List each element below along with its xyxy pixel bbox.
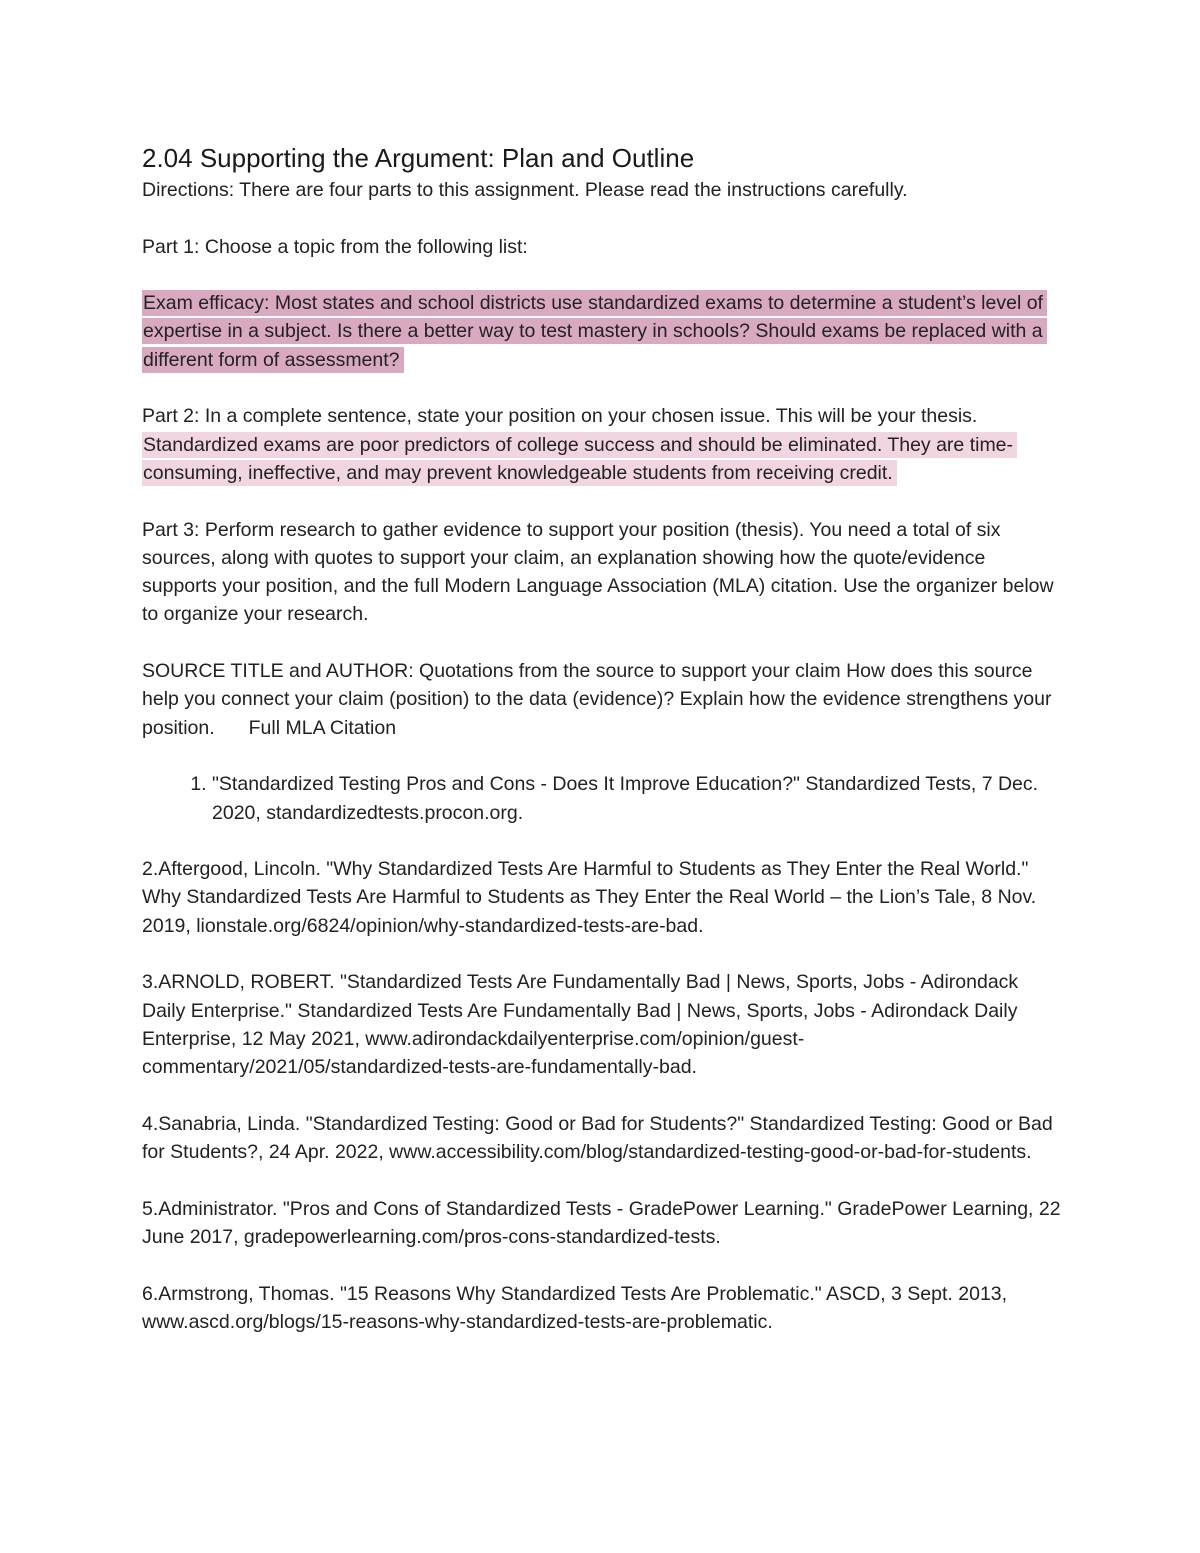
thesis-paragraph	[142, 431, 1062, 488]
document-title: 2.04 Supporting the Argument: Plan and Outline	[142, 143, 695, 173]
citation-label: Full MLA Citation	[248, 716, 397, 739]
source-item-2: 2.Aftergood, Lincoln. "Why Standardized Tests Are Harmful to Students as They Enter the Real World." Why Standardized Tests Are Harmful to Students as They Enter the Real World – the Lion’s Tale, 8 Nov. 2019, lionstale.org/6824/opinion/why-standardized-tests-are-bad.	[142, 858, 1037, 937]
part1-label: Part 1: Choose a topic from the following list:	[142, 235, 528, 258]
organizer-header-text: SOURCE TITLE and AUTHOR: Quotations from the source to support your claim How does this source help you connect your claim (position) to the data (evidence)? Explain how the evidence strengthens your position.	[142, 660, 1052, 739]
topic-paragraph	[142, 289, 1062, 374]
spacer	[142, 261, 1062, 289]
spacer	[142, 940, 1062, 968]
spacer	[142, 487, 1062, 515]
source-item-1: 1. "Standardized Testing Pros and Cons - Does It Improve Education?" Standardized Tests, 7 Dec. 2020, standardizedtests.procon.org.	[212, 770, 1062, 827]
source-item-4: 4.Sanabria, Linda. "Standardized Testing: Good or Bad for Students?" Standardized Testing: Good or Bad for Students?, 24 Apr. 2022, www.accessibility.com/blog/standardized-testing-good-or-bad-for-students.	[142, 1112, 1053, 1164]
source-item-6: 6.Armstrong, Thomas. "15 Reasons Why Standardized Tests Are Problematic." ASCD, 3 Sept. 2013, www.ascd.org/blogs/15-reasons-why-standardized-tests-are-problematic.	[142, 1282, 1008, 1333]
highlighted-thesis-text: Standardized exams are poor predictors of college success and should be eliminated. They are time-consuming, ineffective, and may prevent knowledgeable students from receiving credit.	[142, 432, 1017, 486]
organizer-header	[142, 657, 1062, 742]
source-list	[142, 770, 1062, 827]
spacer	[142, 1082, 1062, 1110]
document-page	[142, 140, 1062, 1336]
directions-text: Directions: There are four parts to this assignment. Please read the instructions carefully.	[142, 179, 908, 201]
spacer	[142, 374, 1062, 402]
spacer	[142, 204, 1062, 232]
part3-text: Part 3: Perform research to gather evidence to support your position (thesis). You need a total of six sources, along with quotes to support your claim, an explanation showing how the quote/evidence supports your position, and the full Modern Language Association (MLA) citation. Use the organizer below to organize your research.	[142, 518, 1054, 626]
source-item-5: 5.Administrator. "Pros and Cons of Standardized Tests - GradePower Learning." GradePower Learning, 22 June 2017, gradepowerlearning.com/pros-cons-standardized-tests.	[142, 1197, 1061, 1248]
highlighted-topic-text: Exam efficacy: Most states and school districts use standardized exams to determine a student’s level of expertise in a subject. Is there a better way to test mastery in schools? Should exams be replaced with a different form of assessment?	[142, 290, 1047, 373]
spacer	[142, 827, 1062, 855]
spacer	[142, 1166, 1062, 1194]
part2-label: Part 2: In a complete sentence, state your position on your chosen issue. This will be your thesis.	[142, 405, 978, 428]
spacer	[142, 742, 1062, 770]
source-item-3: 3.ARNOLD, ROBERT. "Standardized Tests Are Fundamentally Bad | News, Sports, Jobs - Adirondack Daily Enterprise." Standardized Tests Are Fundamentally Bad | News, Sports, Jobs - Adirondack Daily Enterprise, 12 May 2021, www.adirondackdailyenterprise.com/opinion/guest-commentary/2021/05/standardized-tests-are-fundamentally-bad.	[142, 971, 1019, 1079]
spacer	[142, 629, 1062, 657]
spacer	[142, 1251, 1062, 1279]
